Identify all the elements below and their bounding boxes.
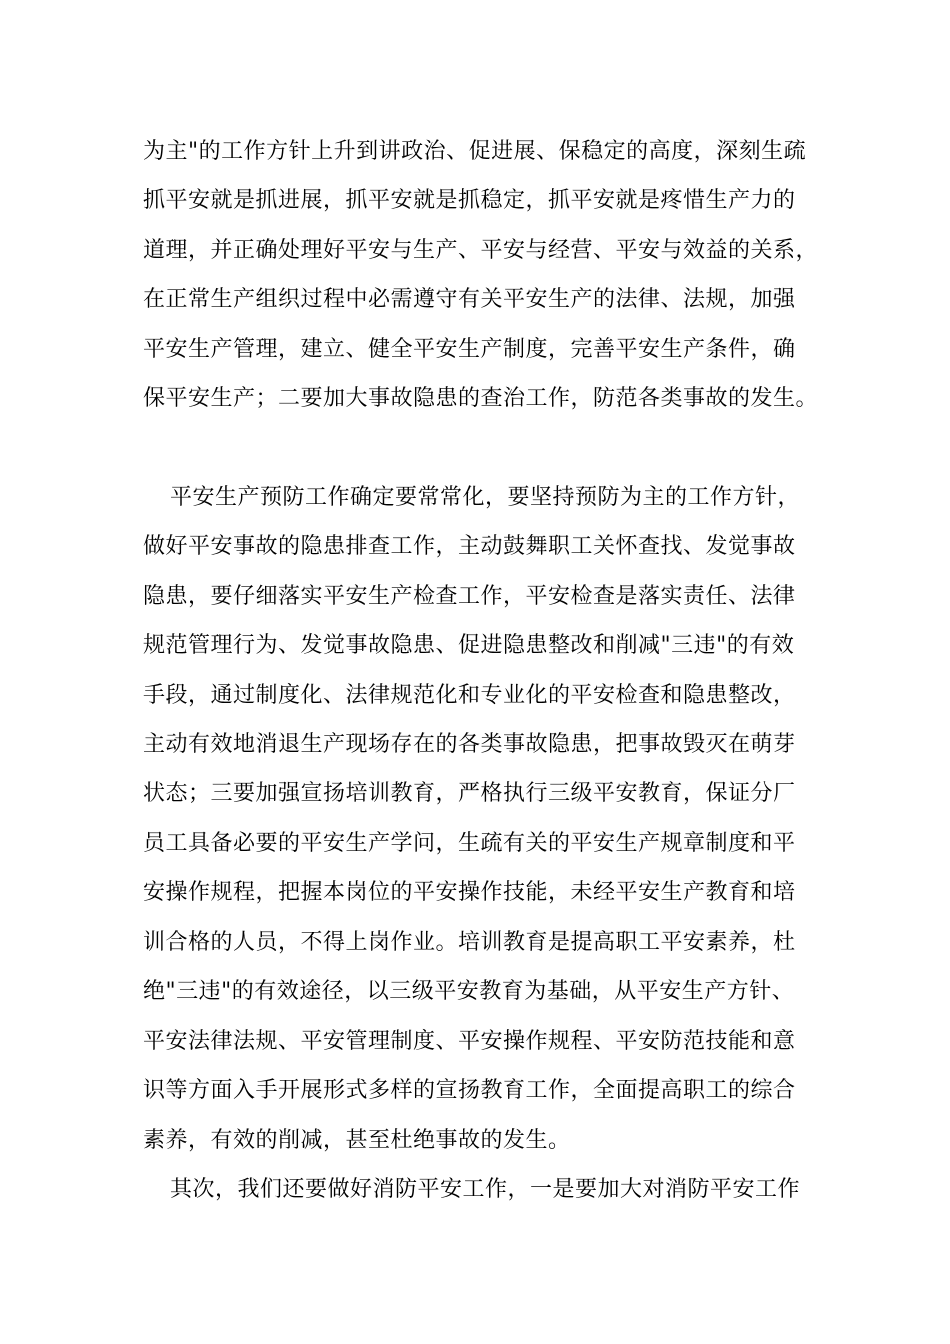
paragraph-1-line-4: 在正常生产组织过程中必需遵守有关平安生产的法律、法规，加强 <box>143 287 796 312</box>
paragraph-2-line-12: 平安法律法规、平安管理制度、平安操作规程、平安防范技能和意 <box>143 1029 796 1054</box>
paragraph-2-line-13: 识等方面入手开展形式多样的宣扬教育工作，全面提高职工的综合 <box>143 1078 796 1103</box>
paragraph-2-line-2: 做好平安事故的隐患排查工作，主动鼓舞职工关怀查找、发觉事故 <box>143 534 796 559</box>
paragraph-1-line-1: 为主"的工作方针上升到讲政治、促进展、保稳定的高度，深刻生疏 <box>143 139 807 164</box>
paragraph-1-line-6: 保平安生产；二要加大事故隐患的查治工作，防范各类事故的发生。 <box>143 386 819 411</box>
paragraph-2-line-14: 素养，有效的削减，甚至杜绝事故的发生。 <box>143 1128 571 1153</box>
paragraph-2-line-4: 规范管理行为、发觉事故隐患、促进隐患整改和削减"三违"的有效 <box>143 633 795 658</box>
paragraph-2-line-9: 安操作规程，把握本岗位的平安操作技能，未经平安生产教育和培 <box>143 880 796 905</box>
paragraph-1-line-2: 抓平安就是抓进展，抓平安就是抓稳定，抓平安就是疼惜生产力的 <box>143 188 796 213</box>
paragraph-3-line-1: 其次，我们还要做好消防平安工作，一是要加大对消防平安工作 <box>170 1177 801 1202</box>
paragraph-1-line-3: 道理，并正确处理好平安与生产、平安与经营、平安与效益的关系， <box>143 238 819 263</box>
paragraph-2-line-6: 主动有效地消退生产现场存在的各类事故隐患，把事故毁灭在萌芽 <box>143 732 796 757</box>
paragraph-2-line-5: 手段，通过制度化、法律规范化和专业化的平安检查和隐患整改， <box>143 683 796 708</box>
paragraph-1-line-5: 平安生产管理，建立、健全平安生产制度，完善平安生产条件，确 <box>143 337 796 362</box>
paragraph-2-line-3: 隐患，要仔细落实平安生产检查工作，平安检查是落实责任、法律 <box>143 584 796 609</box>
paragraph-2-line-8: 员工具备必要的平安生产学问，生疏有关的平安生产规章制度和平 <box>143 831 796 856</box>
paragraph-2-line-1: 平安生产预防工作确定要常常化，要坚持预防为主的工作方针， <box>170 485 801 510</box>
paragraph-2-line-7: 状态；三要加强宣扬培训教育，严格执行三级平安教育，保证分厂 <box>143 781 796 806</box>
paragraph-2-line-10: 训合格的人员，不得上岗作业。培训教育是提高职工平安素养，杜 <box>143 930 796 955</box>
paragraph-2-line-11: 绝"三违"的有效途径，以三级平安教育为基础，从平安生产方针、 <box>143 979 795 1004</box>
